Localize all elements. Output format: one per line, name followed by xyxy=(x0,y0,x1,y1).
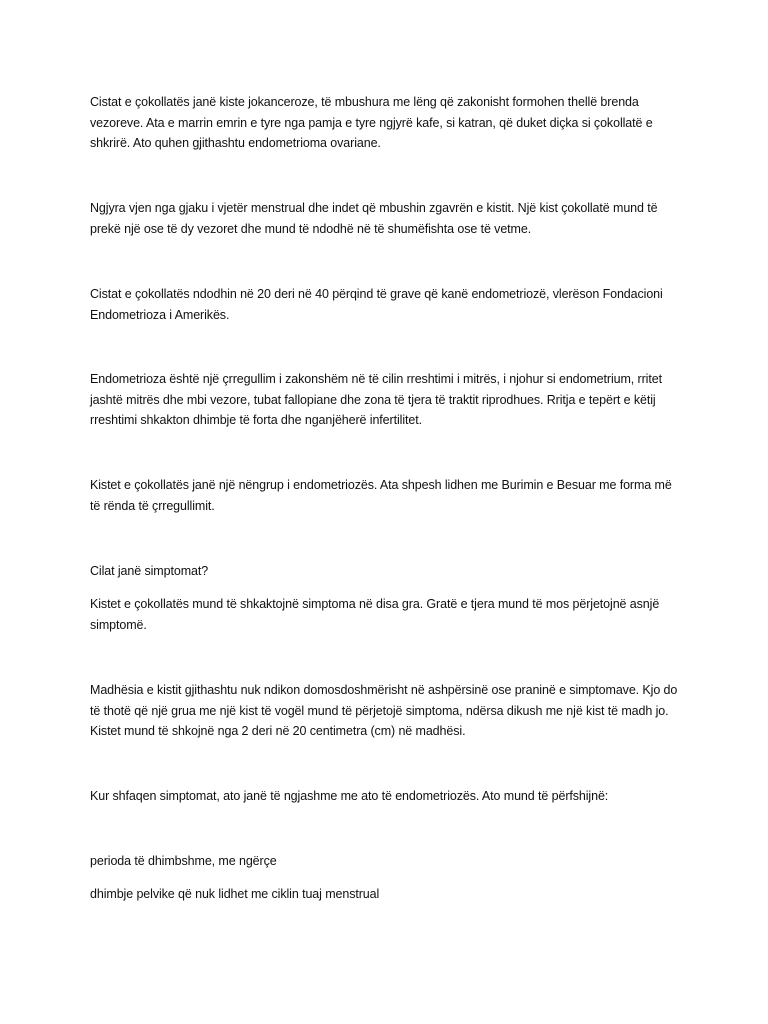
list-item: perioda të dhimbshme, me ngërçe xyxy=(90,854,277,868)
paragraph-symptoms-list-intro: Kur shfaqen simptomat, ato janë të ngjashme me ato të endometriozës. Ato mund të përfshijnë: xyxy=(90,789,609,803)
paragraph-symptoms: Kistet e çokollatës mund të shkaktojnë simptoma në disa gra. Gratë e tjera mund të mos përjetojnë asnjë simptomë. xyxy=(90,597,660,632)
list-item: dhimbje pelvike që nuk lidhet me ciklin tuaj menstrual xyxy=(90,887,380,901)
paragraph-subgroup: Kistet e çokollatës janë një nëngrup i endometriozës. Ata shpesh lidhen me Burimin e Besuar me forma më të rënda të çrregullimit. xyxy=(90,478,672,513)
paragraph-prevalence: Cistat e çokollatës ndodhin në 20 deri në 40 përqind të grave që kanë endometriozë, vlerëson Fondacioni Endometrioza i Amerikës. xyxy=(90,287,663,322)
paragraph-endometriosis: Endometrioza është një çrregullim i zakonshëm në të cilin rreshtimi i mitrës, i njohur si endometrium, rritet jashtë mitrës dhe mbi vezore, tubat fallopiane dhe zona të tjera të traktit riprodhues. Rritja e tepërt e këtij rreshtimi shkakton dhimbje të forta dhe nganjëherë infertilitet. xyxy=(90,372,662,427)
section-heading-symptoms: Cilat janë simptomat? xyxy=(90,564,209,578)
paragraph-intro: Cistat e çokollatës janë kiste jokanceroze, të mbushura me lëng që zakonisht formohen thellë brenda vezoreve. Ata e marrin emrin e tyre nga pamja e tyre ngjyrë kafe, si katran, që duket diçka si çokollatë e shkrirë. Ato quhen gjithashtu endometrioma ovariane. xyxy=(90,95,653,150)
paragraph-color: Ngjyra vjen nga gjaku i vjetër menstrual dhe indet që mbushin zgavrën e kistit. Një kist çokollatë mund të prekë një ose të dy vezoret dhe mund të ndodhë në të shumëfishta ose të vetme. xyxy=(90,201,658,236)
paragraph-size: Madhësia e kistit gjithashtu nuk ndikon domosdoshmërisht në ashpërsinë ose praninë e simptomave. Kjo do të thotë që një grua me një kist të vogël mund të përjetojë simptoma, ndërsa dikush me një kist të madh jo. Kistet mund të shkojnë nga 2 deri në 20 centimetra (cm) në madhësi. xyxy=(90,683,678,738)
